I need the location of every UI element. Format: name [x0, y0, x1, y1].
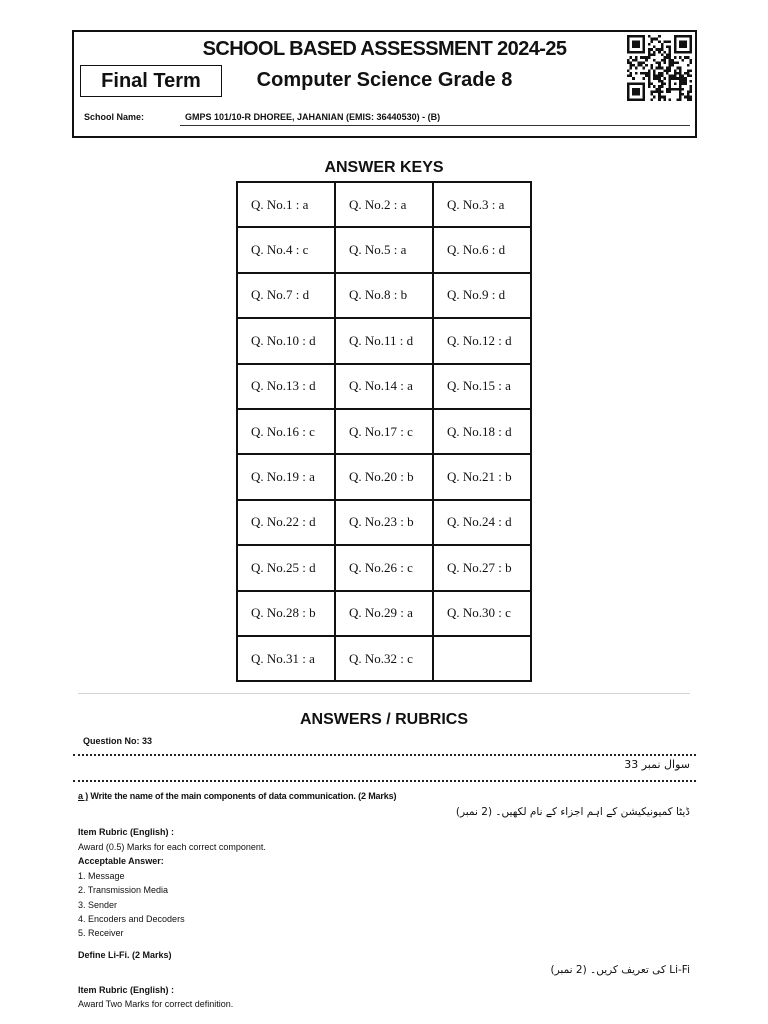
answer-key-q7: Q. No.7 : d	[238, 274, 336, 319]
answer-key-q3: Q. No.3 : a	[434, 183, 532, 228]
part-b-rubric-label: Item Rubric (English) :	[78, 985, 175, 995]
part-a-prompt-text: Write the name of the main components of data communication. (2 Marks)	[90, 791, 397, 801]
answer-key-q29: Q. No.29 : a	[336, 592, 434, 637]
part-b-rubric-text: Award Two Marks for correct definition.	[78, 999, 234, 1009]
answer-key-q9: Q. No.9 : d	[434, 274, 532, 319]
answer-key-q24: Q. No.24 : d	[434, 501, 532, 546]
school-name-underline	[180, 125, 690, 126]
dotted-separator-top	[73, 754, 696, 756]
answer-key-q10: Q. No.10 : d	[238, 319, 336, 364]
dotted-separator-bottom	[73, 780, 696, 782]
answer-key-q4: Q. No.4 : c	[238, 228, 336, 273]
answer-key-q32: Q. No.32 : c	[336, 637, 434, 682]
subject-title: Computer Science Grade 8	[256, 69, 513, 91]
assessment-title: SCHOOL BASED ASSESSMENT 2024-25	[202, 38, 567, 60]
part-a-rubric-text: Award (0.5) Marks for each correct component.	[78, 842, 266, 852]
answer-key-table	[236, 181, 532, 682]
part-b-prompt: Define Li-Fi. (2 Marks)	[78, 950, 172, 960]
answer-key-q6: Q. No.6 : d	[434, 228, 532, 273]
question-number-label: Question No: 33	[83, 736, 153, 746]
qr-code-graphic	[627, 35, 692, 101]
answer-key-empty-cell	[434, 637, 532, 682]
part-b-prompt-urdu: Li-Fi کی تعریف کریں۔ (2 نمبر)	[550, 964, 690, 976]
answer-item: 3. Sender	[78, 899, 118, 910]
part-a-rubric-label: Item Rubric (English) :	[78, 827, 175, 837]
answer-key-q21: Q. No.21 : b	[434, 455, 532, 500]
answer-key-q23: Q. No.23 : b	[336, 501, 434, 546]
answer-key-q8: Q. No.8 : b	[336, 274, 434, 319]
answer-key-q28: Q. No.28 : b	[238, 592, 336, 637]
answer-key-q30: Q. No.30 : c	[434, 592, 532, 637]
answer-key-q20: Q. No.20 : b	[336, 455, 434, 500]
school-name-value: GMPS 101/10-R DHOREE, JAHANIAN (EMIS: 36440530) - (B)	[185, 112, 441, 122]
question-number-label-urdu: سوال نمبر 33	[624, 758, 690, 771]
answer-key-q19: Q. No.19 : a	[238, 455, 336, 500]
answer-item: 1. Message	[78, 871, 125, 881]
answer-key-q17: Q. No.17 : c	[336, 410, 434, 455]
answer-key-q18: Q. No.18 : d	[434, 410, 532, 455]
answer-key-q14: Q. No.14 : a	[336, 365, 434, 410]
school-name-label: School Name:	[84, 112, 145, 122]
answer-item: 5. Receiver	[78, 928, 124, 938]
answer-key-q27: Q. No.27 : b	[434, 546, 532, 591]
answer-key-q15: Q. No.15 : a	[434, 365, 532, 410]
answer-key-q25: Q. No.25 : d	[238, 546, 336, 591]
part-a-prompt-urdu: ڈیٹا کمیونیکیشن کے اہم اجزاء کے نام لکھیں۔ (2 نمبر)	[455, 806, 690, 818]
answer-key-q12: Q. No.12 : d	[434, 319, 532, 364]
header-box	[72, 30, 697, 138]
answer-keys-heading: ANSWER KEYS	[324, 159, 444, 176]
answer-key-q26: Q. No.26 : c	[336, 546, 434, 591]
section-divider	[78, 693, 690, 694]
answer-key-q22: Q. No.22 : d	[238, 501, 336, 546]
answer-key-q11: Q. No.11 : d	[336, 319, 434, 364]
part-a-prompt	[78, 790, 396, 802]
answer-key-q2: Q. No.2 : a	[336, 183, 434, 228]
part-a-prefix: a )	[78, 791, 89, 801]
answer-key-q31: Q. No.31 : a	[238, 637, 336, 682]
term-badge: Final Term	[80, 65, 222, 97]
answer-key-q13: Q. No.13 : d	[238, 365, 336, 410]
qr-code	[627, 35, 692, 101]
answer-key-q16: Q. No.16 : c	[238, 410, 336, 455]
part-a-answer-list	[78, 869, 185, 940]
answer-key-q5: Q. No.5 : a	[336, 228, 434, 273]
answer-item: 4. Encoders and Decoders	[78, 913, 185, 924]
rubrics-heading: ANSWERS / RUBRICS	[299, 711, 468, 728]
answer-key-q1: Q. No.1 : a	[238, 183, 336, 228]
answer-item: 2. Transmission Media	[78, 885, 169, 896]
part-a-answer-label: Acceptable Answer:	[78, 856, 164, 866]
